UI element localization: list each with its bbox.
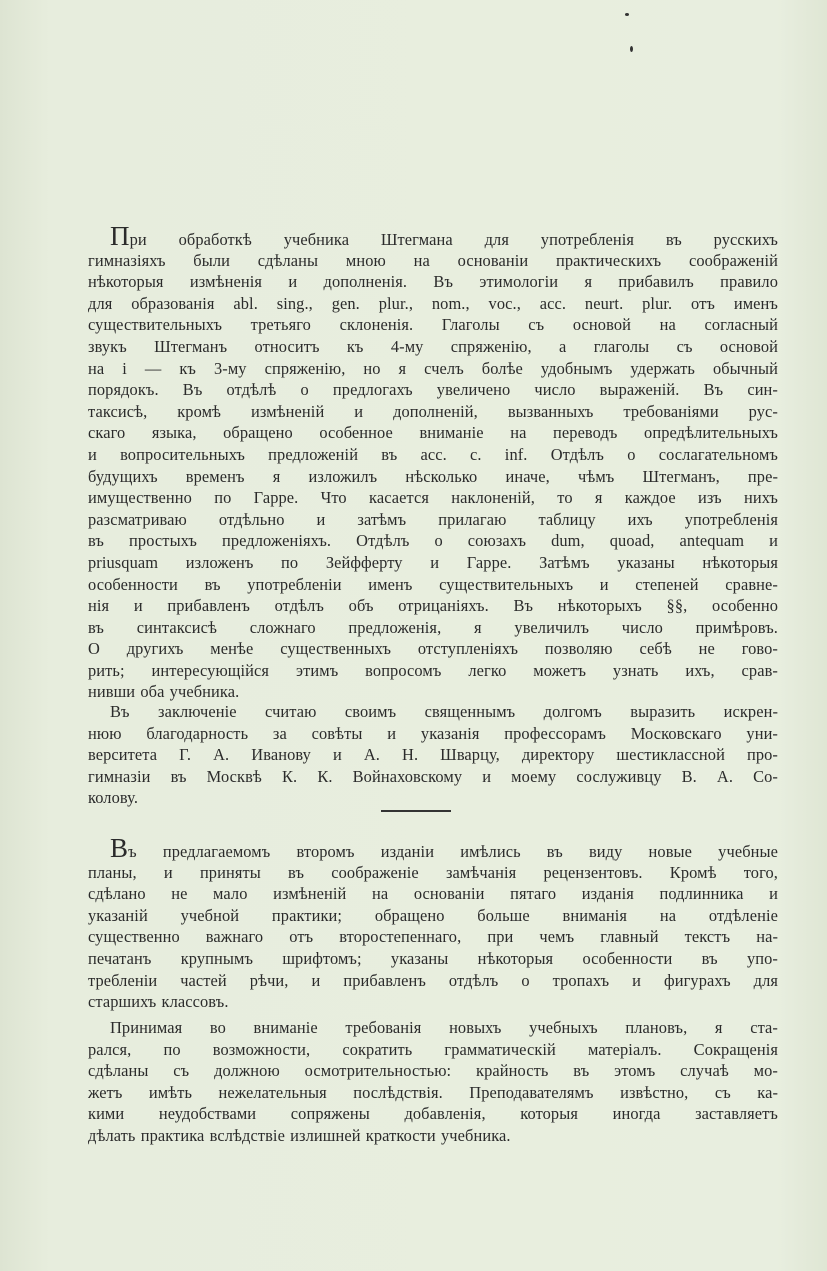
text-line — [88, 1103, 778, 1125]
text-line — [88, 681, 778, 703]
text-line — [88, 466, 778, 488]
line-text: рить; интересующійся этимъ вопросомъ легко можетъ узнать ихъ, срав- — [88, 660, 778, 680]
text-line — [88, 660, 778, 682]
line-text: Принимая во вниманіе требованія новыхъ учебныхъ плановъ, я ста- — [110, 1018, 778, 1037]
ink-speck — [625, 13, 629, 16]
line-text: планы, и приняты въ соображеніе замѣчанія рецензентовъ. Кромѣ того, — [88, 862, 778, 882]
line-text: звукъ Штегманъ относитъ къ 4-му спряженію, а глаголы съ основой — [88, 336, 778, 356]
line-text: жетъ имѣть нежелательныя послѣдствія. Преподавателямъ извѣстно, съ ка- — [88, 1082, 778, 1102]
text-line — [88, 1017, 778, 1039]
line-text: нивши оба учебника. — [88, 682, 240, 702]
text-line — [88, 314, 778, 336]
line-text: дѣлать практика вслѣдствіе излишней краткости учебника. — [88, 1125, 511, 1145]
line-text: скаго языка, обращено особенное вниманіе на переводъ опредѣлительныхъ — [88, 423, 778, 443]
line-text: нюю благодарность за совѣты и указанія профессорамъ Московскаго уни- — [88, 723, 778, 743]
text-line — [88, 833, 778, 863]
line-text: ъ предлагаемомъ второмъ изданіи имѣлись въ виду новые учебные — [128, 842, 778, 861]
line-text: и вопросительныхъ предложеній въ acc. c. inf. Отдѣлъ о сослагательномъ — [88, 444, 778, 464]
line-text: порядокъ. Въ отдѣлѣ о предлогахъ увеличено число выраженій. Въ син- — [88, 380, 778, 400]
line-text: колову. — [88, 788, 139, 808]
text-line — [88, 250, 778, 272]
text-line — [88, 1060, 778, 1082]
line-text: существительныхъ третьяго склоненія. Глаголы съ основой на согласный — [88, 315, 778, 335]
line-text: О другихъ менѣе существенныхъ отступленіяхъ позволяю себѣ не гово- — [88, 639, 778, 659]
line-text: для образованія abl. sing., gen. plur., nom., voc., acc. neurt. plur. отъ именъ — [88, 293, 778, 313]
text-line — [88, 401, 778, 423]
text-line — [88, 574, 778, 596]
text-line — [88, 422, 778, 444]
line-text: въ синтаксисѣ сложнаго предложенія, я увеличилъ число примѣровъ. — [88, 617, 778, 637]
line-text: верситета Г. А. Иванову и А. Н. Шварцу, директору шестиклассной про- — [88, 745, 778, 765]
line-text: таксисѣ, кромѣ измѣненій и дополненій, вызванныхъ требованіями рус- — [88, 401, 778, 421]
line-text: Въ заключеніе считаю своимъ священнымъ долгомъ выразить искрен- — [110, 702, 778, 721]
text-line — [88, 221, 778, 251]
text-line — [88, 509, 778, 531]
line-text: гимназіи въ Москвѣ К. К. Войнаховскому и моему сослуживцу В. А. Со- — [88, 766, 778, 786]
text-line — [88, 1039, 778, 1061]
text-line — [88, 701, 778, 723]
text-line — [88, 552, 778, 574]
text-line — [88, 948, 778, 970]
line-text: будущихъ временъ я изложилъ нѣсколько иначе, чѣмъ Штегманъ, пре- — [88, 466, 778, 486]
line-text: нія и прибавленъ отдѣлъ объ отрицаніяхъ. Въ нѣкоторыхъ §§, особенно — [88, 596, 778, 616]
text-line — [88, 1125, 778, 1147]
text-line — [88, 883, 778, 905]
text-line — [88, 638, 778, 660]
text-line — [88, 530, 778, 552]
line-text: priusquam изложенъ по Зейфферту и Гарре. Затѣмъ указаны нѣкоторыя — [88, 552, 778, 572]
section-divider — [381, 810, 451, 812]
text-line — [88, 595, 778, 617]
text-line — [88, 766, 778, 788]
text-line — [88, 444, 778, 466]
text-line — [88, 905, 778, 927]
paragraph-second-edition-2 — [88, 1017, 778, 1147]
paragraph-second-edition — [88, 833, 778, 1013]
ink-speck — [630, 46, 633, 52]
text-line — [88, 487, 778, 509]
initial-letter: П — [110, 221, 130, 251]
paragraph-preface-1 — [88, 221, 778, 703]
text-line — [88, 379, 778, 401]
line-text: разсматриваю отдѣльно и затѣмъ прилагаю таблицу ихъ употребленія — [88, 509, 778, 529]
line-text: имущественно по Гарре. Что касается наклоненій, то я каждое изъ нихъ — [88, 488, 778, 508]
text-line — [88, 926, 778, 948]
line-text: старшихъ классовъ. — [88, 992, 229, 1012]
text-line — [88, 991, 778, 1013]
line-text: нѣкоторыя измѣненія и дополненія. Въ этимологіи я прибавилъ правило — [88, 272, 778, 292]
text-line — [88, 1082, 778, 1104]
line-text: требленіи частей рѣчи, и прибавленъ отдѣлъ о тропахъ и фигурахъ для — [88, 970, 778, 990]
text-line — [88, 336, 778, 358]
text-line — [88, 617, 778, 639]
line-text: указаній учебной практики; обращено больше вниманія на отдѣленіе — [88, 905, 778, 925]
line-text: на i — къ 3-му спряженію, но я счелъ болѣе удобнымъ удержать обычный — [88, 358, 778, 378]
line-text: особенности въ употребленіи именъ существительныхъ и степеней сравне- — [88, 574, 778, 594]
line-text: кими неудобствами сопряжены добавленія, которыя иногда заставляетъ — [88, 1104, 778, 1124]
text-line — [88, 970, 778, 992]
text-line — [88, 787, 778, 809]
line-text: печатанъ крупнымъ шрифтомъ; указаны нѣкоторыя особенности въ упо- — [88, 948, 778, 968]
line-text: ри обработкѣ учебника Штегмана для употребленія въ русскихъ — [129, 230, 778, 249]
line-text: сдѣлано не мало измѣненій на основаніи пятаго изданія подлинника и — [88, 884, 778, 904]
text-line — [88, 744, 778, 766]
initial-letter: В — [110, 833, 129, 863]
text-line — [88, 358, 778, 380]
line-text: сдѣланы съ должною осмотрительностью: крайность въ этомъ случаѣ мо- — [88, 1061, 778, 1081]
line-text: рался, по возможности, сократить грамматическій матеріалъ. Сокращенія — [88, 1039, 778, 1059]
line-text: гимназіяхъ были сдѣланы мною на основаніи практическихъ соображеній — [88, 250, 778, 270]
paragraph-acknowledgements — [88, 701, 778, 809]
text-line — [88, 271, 778, 293]
text-line — [88, 293, 778, 315]
line-text: существенно важнаго отъ второстепеннаго, при чемъ главный текстъ на- — [88, 927, 778, 947]
line-text: въ простыхъ предложеніяхъ. Отдѣлъ о союзахъ dum, quoad, antequam и — [88, 531, 778, 551]
text-line — [88, 862, 778, 884]
text-line — [88, 723, 778, 745]
